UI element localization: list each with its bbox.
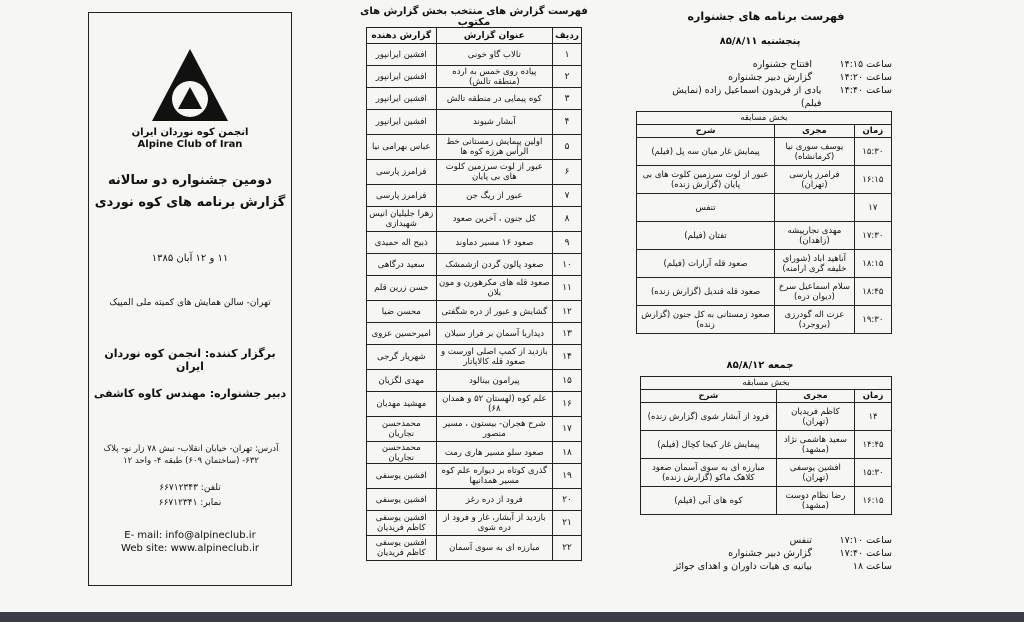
competition-presenter: سعید هاشمی نژاد (مشهد) bbox=[776, 431, 854, 459]
report-row bbox=[367, 44, 582, 66]
competition-time: ۱۷ bbox=[854, 194, 891, 222]
report-presenter: امیرحسین عزوی bbox=[367, 323, 437, 345]
report-presenter: زهرا جلیلیان انیس شهیدازی bbox=[367, 207, 437, 232]
schedule-text: یادی از فریدون اسماعیل زاده (نمایش فیلم) bbox=[672, 85, 822, 109]
report-num: ۶ bbox=[553, 160, 582, 185]
report-presenter: افشین ایرانپور bbox=[367, 44, 437, 66]
schedule-time: ساعت ۱۸ bbox=[852, 561, 892, 572]
report-presenter: افشین ایرانپور bbox=[367, 110, 437, 135]
competition-row bbox=[641, 487, 892, 515]
schedule-text: گزارش دبیر جشنواره bbox=[728, 72, 812, 83]
schedule-text: بیانیه ی هیات داوران و اهدای جوائز bbox=[673, 561, 812, 572]
report-row bbox=[367, 110, 582, 135]
schedule-item bbox=[672, 560, 892, 573]
day1-header-presenter: مجری bbox=[775, 125, 855, 138]
report-row bbox=[367, 66, 582, 88]
schedule-text: گزارش دبیر جشنواره bbox=[728, 548, 812, 559]
report-row bbox=[367, 207, 582, 232]
report-title: گذری کوتاه بر دیواره علم کوه مسیر همدانیها bbox=[436, 464, 553, 489]
report-presenter: سعید درگاهی bbox=[367, 254, 437, 276]
org-name-en: Alpine Club of Iran bbox=[137, 139, 243, 150]
competition-row bbox=[637, 194, 892, 222]
day1-header-time: زمان bbox=[854, 125, 891, 138]
schedule-item bbox=[672, 84, 892, 110]
schedule-item bbox=[672, 58, 892, 71]
report-presenter: حسن زرین قلم bbox=[367, 276, 437, 301]
day2-competition-table bbox=[640, 376, 892, 515]
report-num: ۱۱ bbox=[553, 276, 582, 301]
report-num: ۴ bbox=[553, 110, 582, 135]
competition-time: ۱۸:۱۵ bbox=[854, 250, 891, 278]
report-num: ۳ bbox=[553, 88, 582, 110]
schedule-item bbox=[672, 547, 892, 560]
report-num: ۱۵ bbox=[553, 370, 582, 392]
competition-row bbox=[637, 222, 892, 250]
report-presenter: افشین ایرانپور bbox=[367, 66, 437, 88]
report-presenter: مهدی لگزیان bbox=[367, 370, 437, 392]
competition-desc: تنفس bbox=[637, 194, 775, 222]
report-num: ۵ bbox=[553, 135, 582, 160]
competition-time: ۱۶:۱۵ bbox=[854, 166, 891, 194]
competition-time: ۱۶:۱۵ bbox=[855, 487, 892, 515]
report-title: دیداربا آسمان بر فراز سبلان bbox=[436, 323, 553, 345]
report-presenter: محمدحسن نجاریان bbox=[367, 442, 437, 464]
reports-title: فهرست گزارش های منتخب بخش گزارش های مکتوب bbox=[360, 6, 588, 28]
competition-desc: صعود قله آرارات (فیلم) bbox=[637, 250, 775, 278]
report-row bbox=[367, 489, 582, 511]
competition-desc: تفتان (فیلم) bbox=[637, 222, 775, 250]
competition-presenter: فرامرز پارسی (تهران) bbox=[775, 166, 855, 194]
competition-time: ۱۷:۳۰ bbox=[854, 222, 891, 250]
report-row bbox=[367, 370, 582, 392]
competition-presenter: رضا نظام دوست (مشهد) bbox=[776, 487, 854, 515]
report-title: صعود پالون گردن ازشمشک bbox=[436, 254, 553, 276]
program-title: فهرست برنامه های جشنواره bbox=[687, 10, 845, 23]
competition-presenter: مهدی نجارپیشه (زاهدان) bbox=[775, 222, 855, 250]
report-num: ۷ bbox=[553, 185, 582, 207]
report-row bbox=[367, 345, 582, 370]
report-row bbox=[367, 232, 582, 254]
day1-competition-table bbox=[636, 111, 892, 334]
report-num: ۱۸ bbox=[553, 442, 582, 464]
reports-header-row bbox=[367, 28, 582, 44]
report-presenter: محمدحسن نجاریان bbox=[367, 417, 437, 442]
report-num: ۸ bbox=[553, 207, 582, 232]
address: آدرس: تهران- خیابان انقلاب- نبش ۷۸ زار نو- پلاک ۶۳۲- (ساختمان ۶۰۹) طبقه ۴- واحد ۱۲ bbox=[103, 444, 279, 466]
competition-time: ۱۴:۴۵ bbox=[855, 431, 892, 459]
competition-desc: صعود قله قندیل (گزارش زنده) bbox=[637, 278, 775, 306]
competition-row bbox=[637, 278, 892, 306]
schedule-time: ساعت ۱۷:۴۰ bbox=[839, 548, 892, 559]
report-presenter: محسن ضیا bbox=[367, 301, 437, 323]
report-title: صعود قله های مکرهورن و مون بلان bbox=[436, 276, 553, 301]
schedule-item bbox=[672, 71, 892, 84]
competition-presenter: یوسف سوری نیا (کرمانشاه) bbox=[775, 138, 855, 166]
report-num: ۱۳ bbox=[553, 323, 582, 345]
report-title: فرود از دره رغز bbox=[436, 489, 553, 511]
competition-desc: صعود زمستانی به کل جنون (گزارش زنده) bbox=[637, 306, 775, 334]
competition-time: ۱۹:۳۰ bbox=[854, 306, 891, 334]
report-row bbox=[367, 185, 582, 207]
competition-desc: فرود از آبشار شوی (گزارش زنده) bbox=[641, 403, 777, 431]
competition-desc: کوه های آبی (فیلم) bbox=[641, 487, 777, 515]
bottom-strip bbox=[0, 612, 1024, 622]
day2-header-presenter: مجری bbox=[776, 390, 854, 403]
competition-presenter: آناهید اباد (شوراي خلیفه گری ارامنه) bbox=[775, 250, 855, 278]
alpine-club-logo-icon bbox=[150, 47, 230, 123]
competition-desc: مبارزه ای به سوی آسمان صعود کلاهک ماکو (گزارش زنده) bbox=[641, 459, 777, 487]
report-row bbox=[367, 511, 582, 536]
header-title: عنوان گزارش bbox=[436, 28, 553, 44]
competition-time: ۱۴ bbox=[855, 403, 892, 431]
report-presenter: مهشید مهدیان bbox=[367, 392, 437, 417]
competition-row bbox=[637, 166, 892, 194]
festival-title-line1: دومین جشنواره دو سالانه bbox=[108, 173, 272, 188]
report-num: ۱۹ bbox=[553, 464, 582, 489]
report-row bbox=[367, 160, 582, 185]
report-title: پیاده روی خمس به ارده (منطقه تالش) bbox=[436, 66, 553, 88]
report-num: ۱۲ bbox=[553, 301, 582, 323]
report-row bbox=[367, 135, 582, 160]
report-num: ۱۴ bbox=[553, 345, 582, 370]
report-num: ۲۲ bbox=[553, 536, 582, 561]
report-presenter: فرامرز پارسی bbox=[367, 185, 437, 207]
report-title: عبور از ریگ جن bbox=[436, 185, 553, 207]
report-num: ۲۰ bbox=[553, 489, 582, 511]
header-presenter: گزارش دهنده bbox=[367, 28, 437, 44]
report-title: گشایش و عبور از دره شگفتی bbox=[436, 301, 553, 323]
schedule-item bbox=[672, 534, 892, 547]
report-title: اولین پیمایش زمستانی خط الرأس هرزه کوه ها bbox=[436, 135, 553, 160]
report-presenter: افشین یوسفی کاظم فریدیان bbox=[367, 511, 437, 536]
report-row bbox=[367, 417, 582, 442]
report-row bbox=[367, 464, 582, 489]
report-row bbox=[367, 392, 582, 417]
report-num: ۱ bbox=[553, 44, 582, 66]
schedule-text: تنفس bbox=[789, 535, 812, 546]
report-presenter: عباس بهرامی نیا bbox=[367, 135, 437, 160]
competition-desc: پیمایش غار کیجا کچال (فیلم) bbox=[641, 431, 777, 459]
reports-table bbox=[366, 27, 582, 561]
report-row bbox=[367, 323, 582, 345]
day2-closing-items bbox=[672, 534, 892, 573]
report-presenter: افشین یوسفی bbox=[367, 464, 437, 489]
report-title: آبشار شیوند bbox=[436, 110, 553, 135]
report-title: کل جنون ، آخرین صعود bbox=[436, 207, 553, 232]
report-presenter: فرامرز پارسی bbox=[367, 160, 437, 185]
report-title: بازدید از کمپ اصلی اورست و صعود قله کالاپاتار bbox=[436, 345, 553, 370]
schedule-time: ساعت ۱۴:۱۵ bbox=[839, 59, 892, 70]
organizer: برگزار کننده: انجمن کوه نوردان ایران bbox=[104, 347, 276, 373]
report-title: عبور از لوت سرزمین کلوت های بی پایان bbox=[436, 160, 553, 185]
day1-opening-items bbox=[672, 58, 892, 110]
competition-row bbox=[637, 306, 892, 334]
competition-row bbox=[641, 459, 892, 487]
report-presenter: ذبیح اله حمیدی bbox=[367, 232, 437, 254]
schedule-time: ساعت ۱۴:۴۰ bbox=[839, 85, 892, 96]
competition-presenter: سلام اسماعیل سرخ (دیوان دره) bbox=[775, 278, 855, 306]
report-num: ۹ bbox=[553, 232, 582, 254]
report-title: بازدید از آبشار، غار و فرود از دره شوی bbox=[436, 511, 553, 536]
day1-header-desc: شرح bbox=[637, 125, 775, 138]
competition-time: ۱۵:۳۰ bbox=[855, 459, 892, 487]
header-num: ردیف bbox=[553, 28, 582, 44]
website: Web site: www.alpineclub.ir bbox=[121, 543, 259, 554]
day2-section-label: بخش مسابقه bbox=[641, 377, 892, 390]
report-num: ۱۰ bbox=[553, 254, 582, 276]
day2-header-time: زمان bbox=[855, 390, 892, 403]
festival-venue: تهران- سالن همایش های کمیته ملی المپیک bbox=[109, 298, 271, 308]
competition-presenter: افشین یوسفی (تهران) bbox=[776, 459, 854, 487]
report-title: مبارزه ای به سوی آسمان bbox=[436, 536, 553, 561]
competition-row bbox=[637, 250, 892, 278]
report-row bbox=[367, 88, 582, 110]
report-num: ۱۷ bbox=[553, 417, 582, 442]
competition-desc: پیمایش غار میان سه پل (فیلم) bbox=[637, 138, 775, 166]
report-title: تالاب گاو خونی bbox=[436, 44, 553, 66]
report-row bbox=[367, 276, 582, 301]
schedule-text: افتتاح جشنواره bbox=[752, 59, 812, 70]
festival-date: ۱۱ و ۱۲ آبان ۱۳۸۵ bbox=[151, 253, 229, 264]
competition-presenter bbox=[775, 194, 855, 222]
competition-row bbox=[641, 403, 892, 431]
report-num: ۱۶ bbox=[553, 392, 582, 417]
report-row bbox=[367, 301, 582, 323]
report-num: ۲۱ bbox=[553, 511, 582, 536]
report-row bbox=[367, 442, 582, 464]
competition-desc: عبور از لوت سرزمین کلوت های بی پایان (گزارش زنده) bbox=[637, 166, 775, 194]
competition-time: ۱۵:۳۰ bbox=[854, 138, 891, 166]
report-title: صعود ۱۶ مسیر دماوند bbox=[436, 232, 553, 254]
competition-row bbox=[641, 431, 892, 459]
schedule-time: ساعت ۱۷:۱۰ bbox=[839, 535, 892, 546]
schedule-time: ساعت ۱۴:۲۰ bbox=[839, 72, 892, 83]
competition-presenter: کاظم فریدیان (تهران) bbox=[776, 403, 854, 431]
competition-time: ۱۸:۴۵ bbox=[854, 278, 891, 306]
report-num: ۲ bbox=[553, 66, 582, 88]
day1-label: پنجشنبه ۸۵/۸/۱۱ bbox=[719, 36, 801, 47]
email: E- mail: info@alpineclub.ir bbox=[124, 530, 256, 541]
competition-presenter: عزت اله گودرزی (بروجرد) bbox=[775, 306, 855, 334]
report-title: صعود سلو مسیر هاری رمت bbox=[436, 442, 553, 464]
report-presenter: افشین ایرانپور bbox=[367, 88, 437, 110]
competition-row bbox=[637, 138, 892, 166]
org-name-fa: انجمن کوه نوردان ایران bbox=[131, 127, 249, 138]
report-title: کوه پیمایی در منطقه تالش bbox=[436, 88, 553, 110]
day1-section-label: بخش مسابقه bbox=[637, 112, 892, 125]
festival-title-line2: گزارش برنامه های کوه نوردی bbox=[94, 195, 286, 210]
secretary: دبیر جشنواره: مهندس کاوه کاشفی bbox=[93, 387, 287, 400]
report-presenter: افشین یوسفی bbox=[367, 489, 437, 511]
report-title: علم کوه (لهستان ۵۲ و همدان ۶۸) bbox=[436, 392, 553, 417]
report-row bbox=[367, 254, 582, 276]
day2-header-desc: شرح bbox=[641, 390, 777, 403]
report-presenter: شهریار گرجی bbox=[367, 345, 437, 370]
report-title: پیرامون بینالود bbox=[436, 370, 553, 392]
fax: نمابر: ۶۶۷۱۲۳۴۱ bbox=[158, 498, 222, 508]
report-row bbox=[367, 536, 582, 561]
telephone: تلفن: ۶۶۷۱۲۳۴۳ bbox=[159, 483, 221, 493]
report-presenter: افشین یوسفی کاظم فریدیان bbox=[367, 536, 437, 561]
day2-label: جمعه ۸۵/۸/۱۲ bbox=[726, 360, 794, 371]
report-title: شرح هجران- بیستون ، مسیر منصور bbox=[436, 417, 553, 442]
cover-panel bbox=[88, 12, 292, 586]
